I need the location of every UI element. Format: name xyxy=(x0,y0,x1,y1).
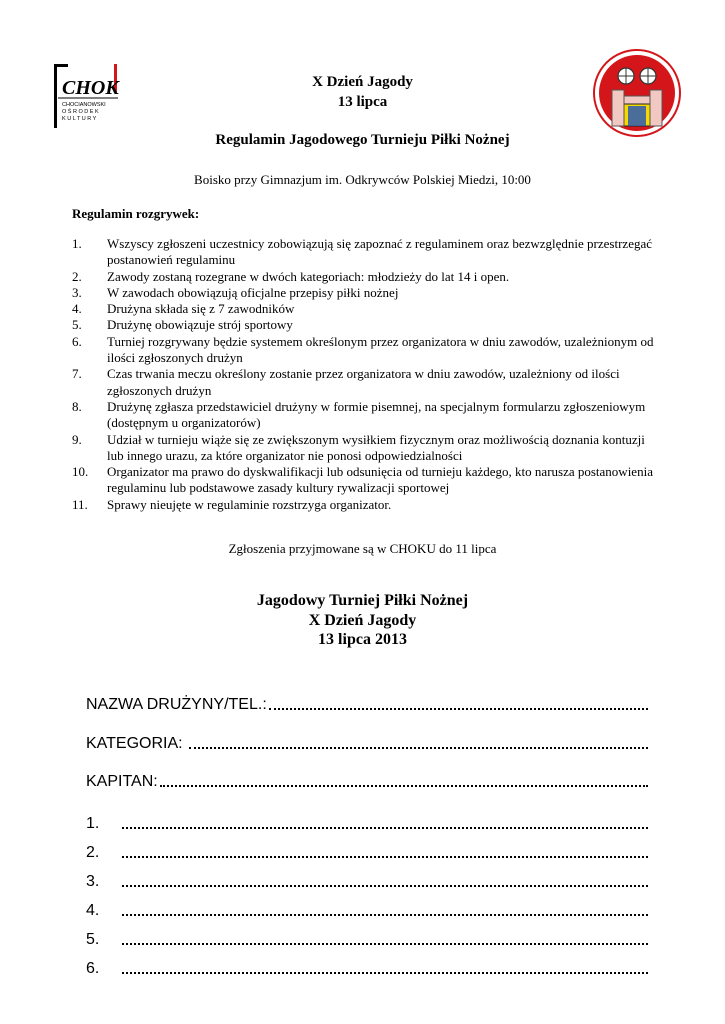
rules-heading: Regulamin rozgrywek: xyxy=(72,206,200,221)
form-title: Jagodowy Turniej Piłki Nożnej xyxy=(256,592,469,609)
rule-item xyxy=(72,317,662,333)
captain-field[interactable] xyxy=(86,769,648,791)
rule-number: 4. xyxy=(72,301,82,317)
town-crest xyxy=(592,48,682,138)
rule-text: Udział w turnieju wiąże się ze zwiększonym wysiłkiem fizycznym oraz możliwością doznania kontuzji lub innego urazu, za które organizator nie ponosi odpowiedzialności xyxy=(107,431,645,463)
rule-text: Sprawy nieujęte w regulaminie rozstrzyga organizator. xyxy=(107,496,392,512)
rule-text: Turniej rozgrywany będzie systemem określonym przez organizatora w dniu zawodów, uzależnionym od ilości zgłoszonych drużyn xyxy=(107,333,654,366)
fill-line[interactable] xyxy=(189,747,648,749)
deadline-note: Zgłoszenia przyjmowane są w CHOKU do 11 lipca xyxy=(228,541,497,556)
rule-item xyxy=(72,301,662,317)
fill-line[interactable] xyxy=(122,856,648,858)
fill-line[interactable] xyxy=(269,708,648,710)
event-date: 13 lipca xyxy=(337,94,388,110)
event-name: X Dzień Jagody xyxy=(312,74,413,90)
player-field[interactable] xyxy=(86,869,648,891)
rule-item xyxy=(72,432,662,465)
form-subtitle: X Dzień Jagody xyxy=(308,612,417,629)
rule-item xyxy=(72,334,662,367)
rule-number: 8. xyxy=(72,398,82,414)
team-name-field[interactable] xyxy=(86,692,648,714)
rule-item xyxy=(72,366,662,399)
rule-item xyxy=(72,399,662,432)
rule-number: 10. xyxy=(72,464,89,480)
rule-text: Drużynę zgłasza przedstawiciel drużyny w formie pisemnej, na specjalnym formularzu zgłoszeniowym (dostępnym u organizatorów) xyxy=(107,398,646,431)
rule-number: 1. xyxy=(72,236,82,251)
category-field[interactable] xyxy=(86,731,648,753)
rule-number: 3. xyxy=(72,284,82,300)
rule-number: 11. xyxy=(72,496,88,512)
player-number: 5. xyxy=(86,931,100,948)
player-number: 2. xyxy=(86,844,100,861)
player-number: 1. xyxy=(86,815,100,832)
player-field[interactable] xyxy=(86,927,648,949)
player-field[interactable] xyxy=(86,898,648,920)
rule-item xyxy=(72,497,662,513)
team-name-label: NAZWA DRUŻYNY/TEL.: xyxy=(86,696,267,713)
rule-text: W zawodach obowiązują oficjalne przepisy piłki nożnej xyxy=(107,284,399,300)
rule-item xyxy=(72,464,662,497)
category-label: KATEGORIA: xyxy=(86,735,188,752)
svg-text:K U L T U R Y: K U L T U R Y xyxy=(62,116,97,122)
fill-line[interactable] xyxy=(122,885,648,887)
rule-number: 7. xyxy=(72,366,82,382)
fill-line[interactable] xyxy=(122,972,648,974)
captain-label: KAPITAN: xyxy=(86,773,158,790)
player-number: 6. xyxy=(86,960,100,977)
rule-item xyxy=(72,236,662,269)
player-field[interactable] xyxy=(86,811,648,833)
player-number: 3. xyxy=(86,873,100,890)
rule-text: Wszyscy zgłoszeni uczestnicy zobowiązują się zapoznać z regulaminem oraz bezwzględnie przestrzegać postanowień regulaminu xyxy=(107,236,653,268)
fill-line[interactable] xyxy=(122,914,648,916)
venue-line: Boisko przy Gimnazjum im. Odkrywców Polskiej Miedzi, 10:00 xyxy=(194,172,531,187)
rule-item xyxy=(72,285,662,301)
svg-text:CHOK: CHOK xyxy=(62,77,119,99)
rule-text: Zawody zostaną rozegrane w dwóch kategoriach: młodzieży do lat 14 i open. xyxy=(107,268,510,284)
rule-number: 2. xyxy=(72,268,82,284)
player-field[interactable] xyxy=(86,840,648,862)
rule-number: 6. xyxy=(72,333,82,349)
document-title: Regulamin Jagodowego Turnieju Piłki Nożnej xyxy=(215,132,510,148)
rule-text: Drużyna składa się z 7 zawodników xyxy=(107,301,295,317)
rule-text: Drużynę obowiązuje strój sportowy xyxy=(107,317,293,333)
rule-number: 9. xyxy=(72,431,82,447)
rules-list xyxy=(72,236,662,513)
svg-text:O Ś R O D E K: O Ś R O D E K xyxy=(62,109,99,115)
svg-text:CHOCIANOWSKI: CHOCIANOWSKI xyxy=(62,102,106,108)
form-date: 13 lipca 2013 xyxy=(318,631,407,648)
rule-text: Czas trwania meczu określony zostanie przez organizatora w dniu zawodów, uzależniony od ilości zgłoszonych drużyn xyxy=(107,366,620,398)
fill-line[interactable] xyxy=(122,827,648,829)
rule-text: Organizator ma prawo do dyskwalifikacji lub odsunięcia od turnieju każdego, kto narusza postanowienia regulaminu lub podstawowe zasady kultury rywalizacji sportowej xyxy=(107,464,653,496)
rule-number: 5. xyxy=(72,317,82,333)
player-field[interactable] xyxy=(86,956,648,978)
rule-item xyxy=(72,269,662,285)
fill-line[interactable] xyxy=(160,785,648,787)
fill-line[interactable] xyxy=(122,943,648,945)
player-number: 4. xyxy=(86,902,100,919)
